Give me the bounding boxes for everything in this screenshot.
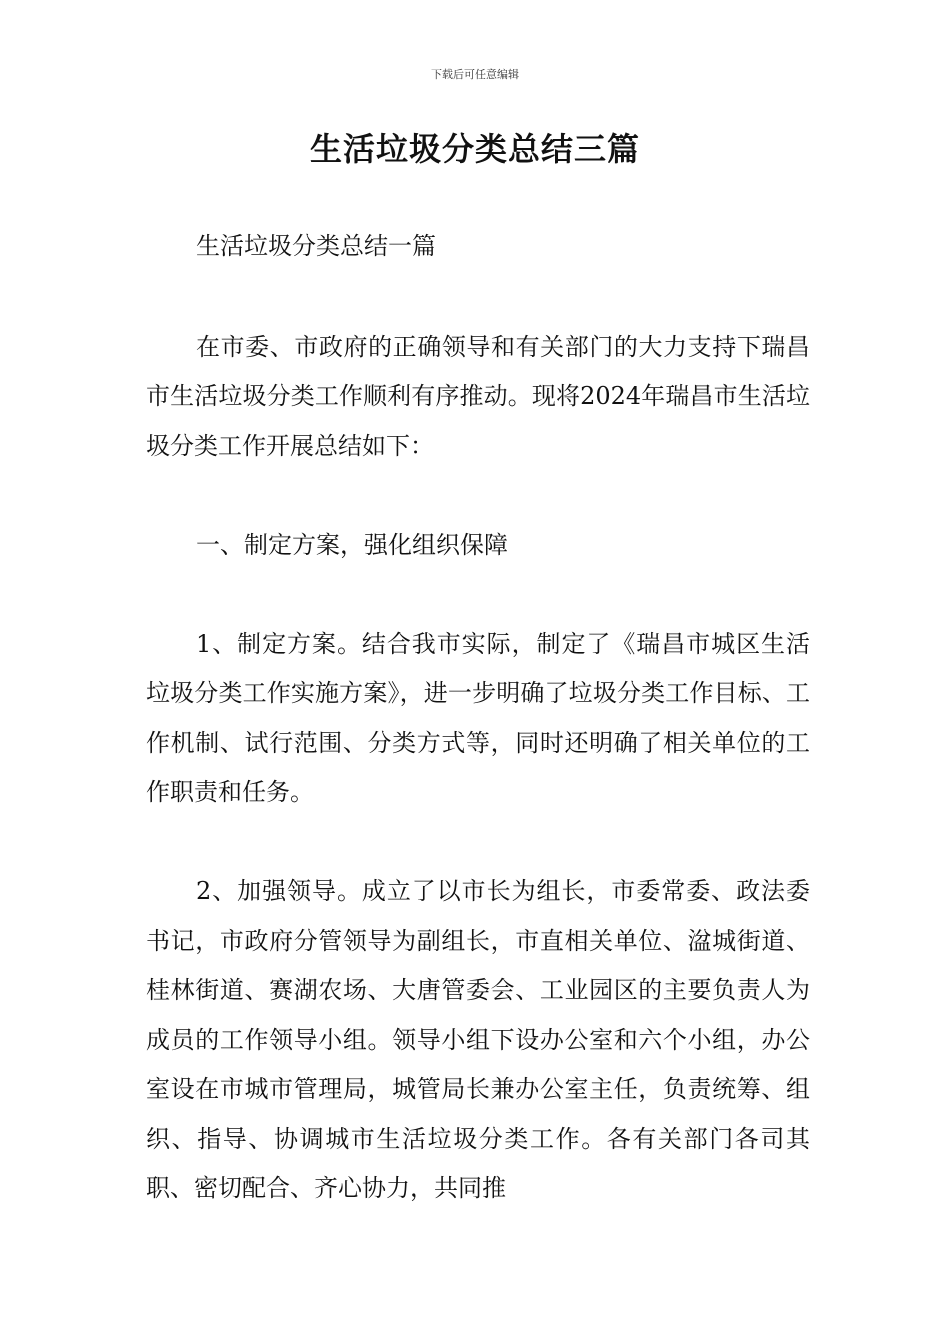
section-subtitle: 生活垃圾分类总结一篇: [196, 232, 436, 260]
paragraph-intro: 在市委、市政府的正确领导和有关部门的大力支持下瑞昌市生活垃圾分类工作顺利有序推动。现将2024年瑞昌市生活垃圾分类工作开展总结如下：: [146, 332, 810, 460]
paragraph-plan: 1、制定方案。结合我市实际，制定了《瑞昌市城区生活垃圾分类工作实施方案》，进一步明确了垃圾分类工作目标、工作机制、试行范围、分类方式等，同时还明确了相关单位的工作职责和任务。: [146, 629, 810, 806]
document-title: 生活垃圾分类总结三篇: [309, 130, 640, 168]
paragraph-leadership: 2、加强领导。成立了以市长为组长，市委常委、政法委书记，市政府分管领导为副组长，市直相关单位、湓城街道、桂林街道、赛湖农场、大唐管委会、工业园区的主要负责人为成员的工作领导小组。领导小组下设办公室和六个小组，办公室设在市城市管理局，城管局长兼办公室主任，负责统筹、组织、指导、协调城市生活垃圾分类工作。各有关部门各司其职、密切配合、齐心协力，共同推: [146, 877, 810, 1202]
document-body: [146, 222, 810, 1263]
header-note: 下载后可任意编辑: [431, 68, 519, 81]
section-heading-1: 一、制定方案，强化组织保障: [196, 530, 508, 559]
